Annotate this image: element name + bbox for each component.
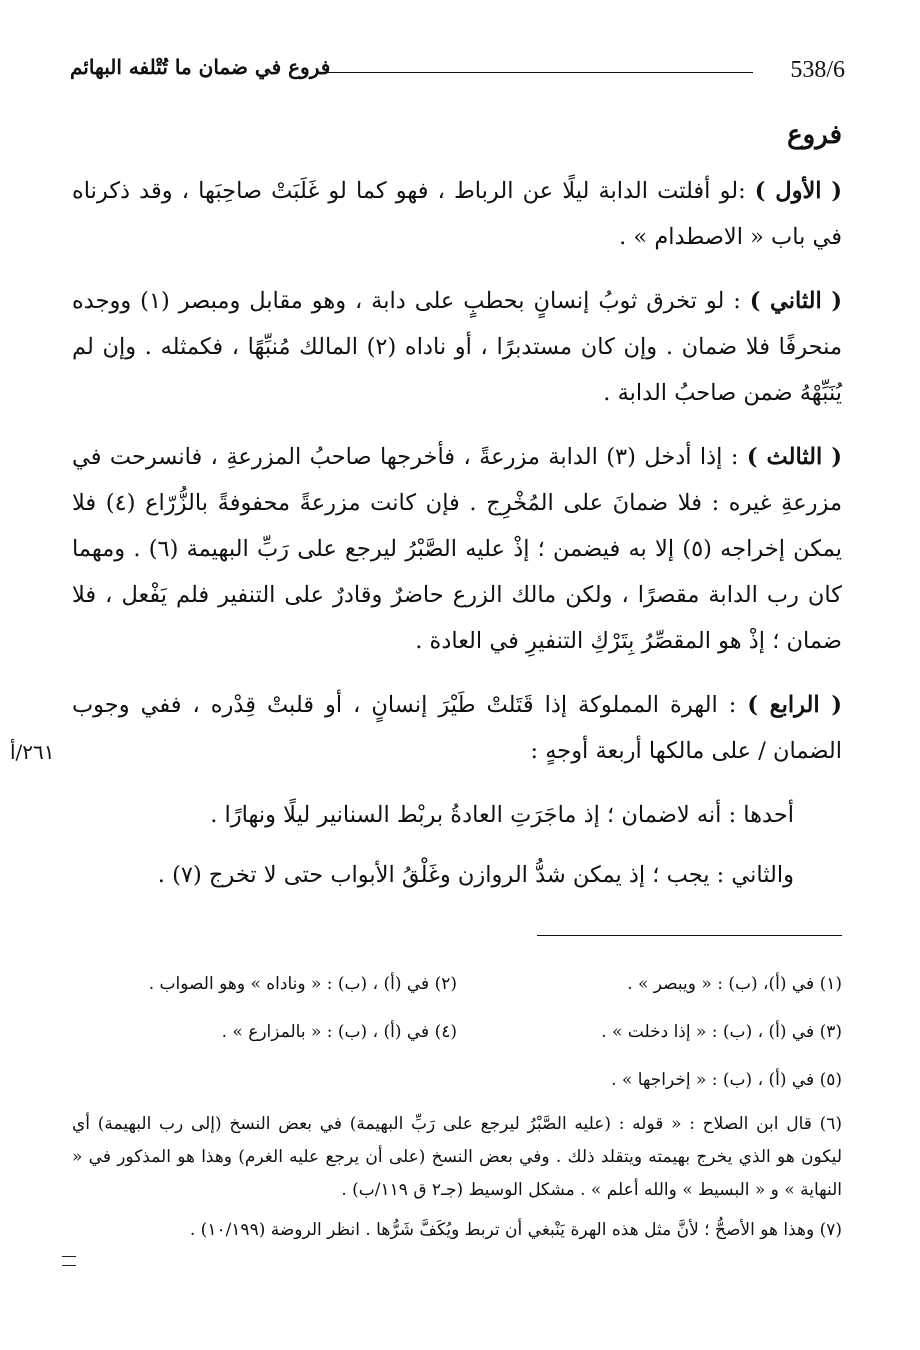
footnote-row <box>72 1056 842 1104</box>
aspect-first: أحدها : أنه لاضمان ؛ إذ ماجَرَتِ العادةُ بربْط السنانير ليلًا ونهارًا . <box>210 802 794 828</box>
footnote-row <box>72 1008 842 1056</box>
footnote-3: (٣) في (أ) ، (ب) : « إذا دخلت » . <box>601 1022 842 1042</box>
footnote-row <box>72 960 842 1008</box>
running-title: فروع في ضمان ما تُتْلفه البهائم <box>70 55 331 79</box>
paragraph-third <box>72 434 842 664</box>
continuation-mark <box>62 1256 76 1266</box>
section-title: فروع <box>787 120 842 150</box>
paragraph-separator: : <box>722 444 747 470</box>
paragraph-first <box>72 168 842 260</box>
paragraph-text: إذا أدخل (٣) الدابة مزرعةً ، فأخرجها صاحبُ المزرعةِ ، فانسرحت في مزرعةِ غيره : فلا ضمانَ على المُخْرِج . فإن كانت مزرعةً محفوفةً بالزُّرّاع (٤) فلا يمكن إخراجه (٥) إلا به فيضمن ؛ إذْ عليه الصَّبْرُ ليرجع على رَبِّ البهيمة (٦) . ومهما كان رب الدابة مقصرًا ، ولكن مالك الزرع حاضرٌ وقادرٌ على التنفير فلم يَفْعل ، فلا ضمان ؛ إذْ هو المقصِّرُ بِتَرْكِ التنفيرِ في العادة . <box>72 444 843 654</box>
page-number: 538/6 <box>790 57 845 83</box>
margin-folio-note: ٢٦١/أ <box>10 740 55 764</box>
footnote-2: (٢) في (أ) ، (ب) : « وناداه » وهو الصواب . <box>148 974 457 994</box>
paragraph-label: ( الأول ) <box>754 178 842 204</box>
paragraph-text: لو تخرق ثوبُ إنسانٍ بحطبٍ على دابة ، وهو مقابل ومبصر (١) ووجده منحرفًا فلا ضمان . وإن كان مستدبرًا ، أو ناداه (٢) المالك مُنبِّهًا ، فكمثله . وإن لم يُنَبِّهْهُ ضمن صاحبُ الدابة . <box>72 288 842 406</box>
paragraph-label: ( الثالث ) <box>746 444 842 470</box>
paragraph-fourth <box>72 682 842 774</box>
paragraph-text: الهرة المملوكة إذا قَتَلتْ طَيْرَ إنسانٍ ، أو قلبتْ قِدْره ، ففي وجوب الضمان / على مالكها أربعة أوجهٍ : <box>72 692 842 764</box>
paragraph-label: ( الثاني ) <box>749 288 843 314</box>
header-rule <box>326 72 753 73</box>
footnote-7: (٧) وهذا هو الأصحُّ ؛ لأنَّ مثل هذه الهرة يَنْبغي أن تربط ويُكَفَّ شَرُّها . انظر الروضة (١٠/١٩٩) . <box>189 1220 842 1240</box>
footnote-rule <box>537 935 842 936</box>
footnotes <box>72 960 842 1245</box>
footnote-1: (١) في (أ)، (ب) : « ويبصر » . <box>627 974 842 994</box>
main-text <box>72 120 842 912</box>
paragraph-separator: : <box>738 178 755 204</box>
footnote-6: (٦) قال ابن الصلاح : « قوله : (عليه الصَّبْرُ ليرجع على رَبِّ البهيمة) في بعض النسخ (إلى رب البهيمة) أي ليكون هو الذي يخرج بهيمته ويتقلد ذلك . وفي بعض النسخ (على أن يرجع عليه الغرم) وهذا هو المذكور في « النهاية » و « البسيط » والله أعلم » . مشكل الوسيط (جـ٢ ق ١١٩/ب) . <box>72 1114 842 1200</box>
page-header <box>70 55 845 91</box>
footnote-5: (٥) في (أ) ، (ب) : « إخراجها » . <box>611 1070 842 1090</box>
paragraph-second <box>72 278 842 416</box>
paragraph-label: ( الرابع ) <box>747 692 842 718</box>
paragraph-separator: : <box>717 692 748 718</box>
paragraph-separator: : <box>724 288 750 314</box>
aspect-second: والثاني : يجب ؛ إذ يمكن شدُّ الروازن وغَلْقُ الأبواب حتى لا تخرج (٧) . <box>157 862 794 888</box>
paragraph-text: لو أفلتت الدابة ليلًا عن الرباط ، فهو كما لو غَلَبَتْ صاحِبَها ، وقد ذكرناه في باب « الاصطدام » . <box>72 178 842 250</box>
footnote-4: (٤) في (أ) ، (ب) : « بالمزارع » . <box>221 1022 457 1042</box>
